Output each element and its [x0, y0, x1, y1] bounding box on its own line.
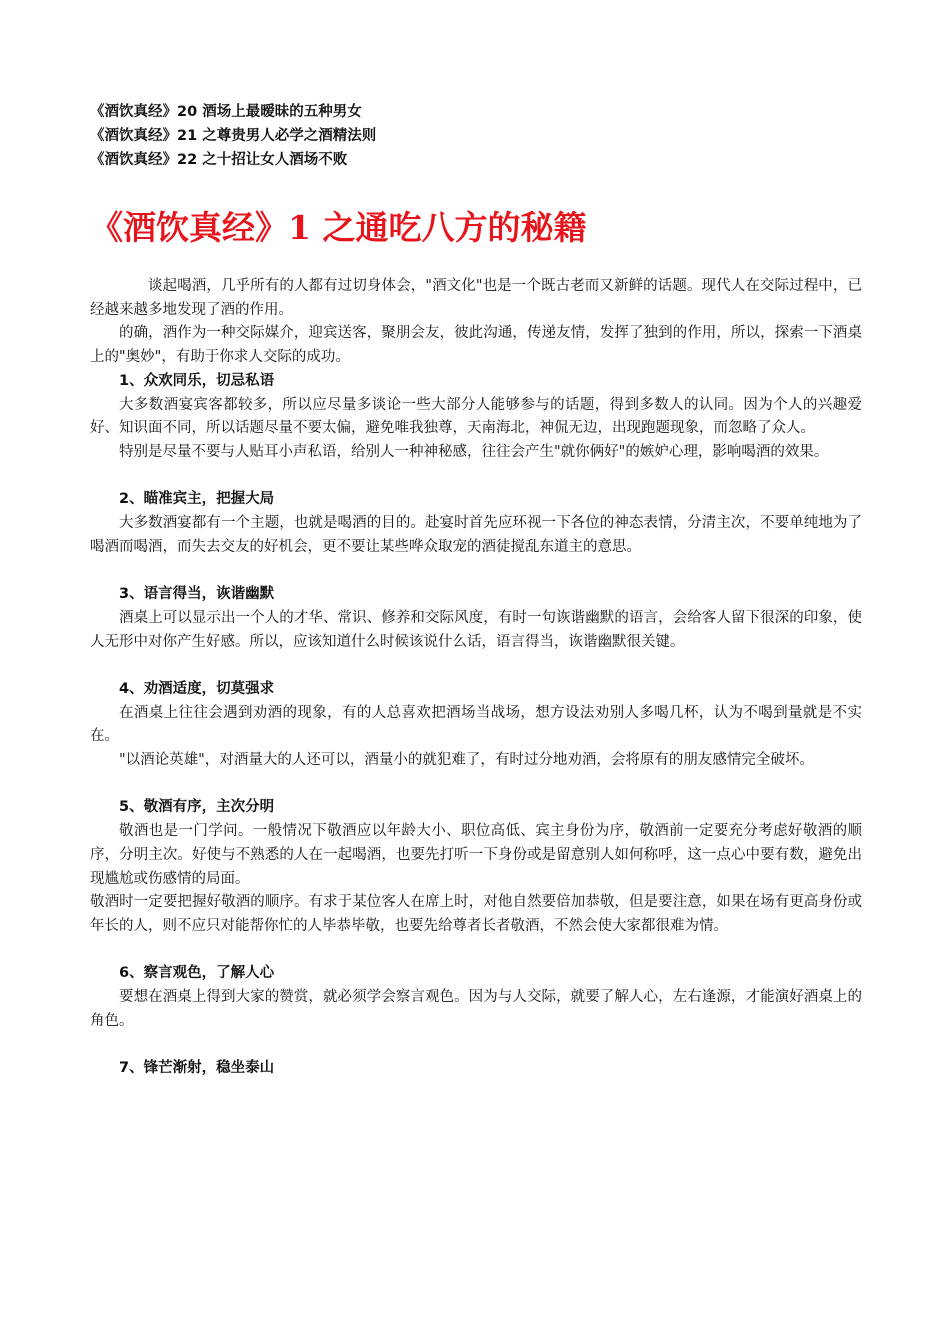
- table-of-contents: [90, 100, 870, 172]
- section-paragraph: 敬酒也是一门学问。一般情况下敬酒应以年龄大小、职位高低、宾主身份为序，敬酒前一定要充分考虑好敬酒的顺序，分明主次。好使与不熟悉的人在一起喝酒，也要先打听一下身份或是留意别人如何称呼，这一点心中要有数，避免出现尴尬或伤感情的局面。: [90, 823, 862, 887]
- section-paragraph: 大多数酒宴都有一个主题，也就是喝酒的目的。赴宴时首先应环视一下各位的神态表情，分清主次，不要单纯地为了喝酒而喝酒，而失去交友的好机会，更不要让某些哗众取宠的酒徒搅乱东道主的意思。: [90, 515, 862, 555]
- section-heading: 6、察言观色，了解人心: [119, 965, 275, 982]
- article-title: 《酒饮真经》1 之通吃八方的秘籍: [90, 208, 587, 247]
- toc-item[interactable]: 《酒饮真经》21 之尊贵男人必学之酒精法则: [90, 128, 377, 144]
- article-body: [90, 275, 862, 1081]
- toc-item[interactable]: 《酒饮真经》22 之十招让女人酒场不败: [90, 152, 348, 168]
- section-heading: 1、众欢同乐，切忌私语: [119, 372, 275, 389]
- section-paragraph: 大多数酒宴宾客都较多，所以应尽量多谈论一些大部分人能够参与的话题，得到多数人的认同。因为个人的兴趣爱好、知识面不同，所以话题尽量不要太偏，避免唯我独尊，天南海北，神侃无边，出现跑题现象，而忽略了众人。: [90, 396, 862, 437]
- spacer: [90, 1033, 862, 1057]
- intro-paragraph: 的确，酒作为一种交际媒介，迎宾送客，聚朋会友，彼此沟通，传递友情，发挥了独到的作用，所以，探索一下酒桌上的"奥妙"，有助于你求人交际的成功。: [90, 325, 862, 366]
- intro-paragraph: 谈起喝酒，几乎所有的人都有过切身体会，"酒文化"也是一个既古老而又新鲜的话题。现代人在交际过程中，已经越来越多地发现了酒的作用。: [90, 278, 862, 318]
- toc-item[interactable]: 《酒饮真经》20 酒场上最暧昧的五种男女: [90, 104, 362, 120]
- section-heading: 4、劝酒适度，切莫强求: [119, 680, 275, 697]
- section-heading: 5、敬酒有序，主次分明: [119, 799, 275, 816]
- section-heading: 7、锋芒渐射，稳坐泰山: [119, 1060, 275, 1077]
- section-paragraph: 特别是尽量不要与人贴耳小声私语，给别人一种神秘感，往往会产生"就你俩好"的嫉妒心理，影响喝酒的效果。: [119, 443, 829, 460]
- spacer: [90, 465, 862, 489]
- section-paragraph: 酒桌上可以显示出一个人的才华、常识、修养和交际风度，有时一句诙谐幽默的语言，会给客人留下很深的印象，使人无形中对你产生好感。所以，应该知道什么时候该说什么话，语言得当，诙谐幽默很关键。: [90, 609, 862, 650]
- section-paragraph: 在酒桌上往往会遇到劝酒的现象，有的人总喜欢把酒场当战场，想方设法劝别人多喝几杯，认为不喝到量就是不实在。: [90, 704, 862, 745]
- spacer: [90, 939, 862, 963]
- section-paragraph: "以酒论英雄"，对酒量大的人还可以，酒量小的就犯难了，有时过分地劝酒，会将原有的朋友感情完全破坏。: [119, 752, 814, 769]
- section-paragraph: 敬酒时一定要把握好敬酒的顺序。有求于某位客人在席上时，对他自然要倍加恭敬，但是要注意，如果在场有更高身份或年长的人，则不应只对能帮你忙的人毕恭毕敬，也要先给尊者长者敬酒，不然会使大家都很难为情。: [90, 894, 862, 934]
- spacer: [90, 654, 862, 678]
- spacer: [90, 559, 862, 583]
- section-heading: 2、瞄准宾主，把握大局: [119, 491, 275, 508]
- section-paragraph: 要想在酒桌上得到大家的赞赏，就必须学会察言观色。因为与人交际，就要了解人心，左右逢源，才能演好酒桌上的角色。: [90, 989, 862, 1029]
- spacer: [90, 773, 862, 797]
- section-heading: 3、语言得当，诙谐幽默: [119, 586, 275, 603]
